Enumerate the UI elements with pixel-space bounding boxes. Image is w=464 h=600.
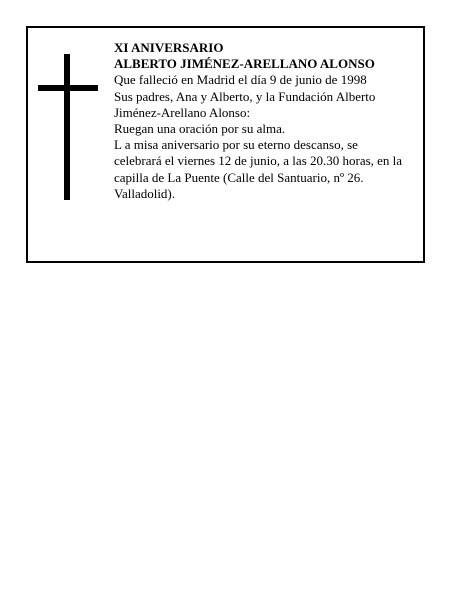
prayer-request: Ruegan una oración por su alma. (114, 121, 286, 137)
anniversary-heading: XI ANIVERSARIO (114, 40, 224, 55)
cross-vertical-bar (64, 54, 70, 200)
obituary-notice-frame (26, 26, 425, 263)
deceased-name: ALBERTO JIMÉNEZ-ARELLANO ALONSO (114, 56, 375, 72)
mass-info-line-1: L a misa aniversario por su eterno descanso, se (114, 137, 358, 153)
death-info: Que falleció en Madrid el día 9 de junio de 1998 (114, 72, 367, 88)
cross-horizontal-bar (38, 85, 98, 91)
mass-info-line-4: Valladolid). (114, 185, 176, 201)
family-line-2: Jiménez-Arellano Alonso: (114, 104, 251, 120)
cross-icon (38, 54, 98, 200)
mass-info-line-2: celebrará el viernes 12 de junio, a las 20.30 horas, en la (114, 153, 403, 169)
mass-info-line-3: capilla de La Puente (Calle del Santuario, nº 26. (114, 169, 364, 185)
family-line-1: Sus padres, Ana y Alberto, y la Fundación Alberto (114, 88, 376, 104)
notice-text (114, 40, 421, 202)
